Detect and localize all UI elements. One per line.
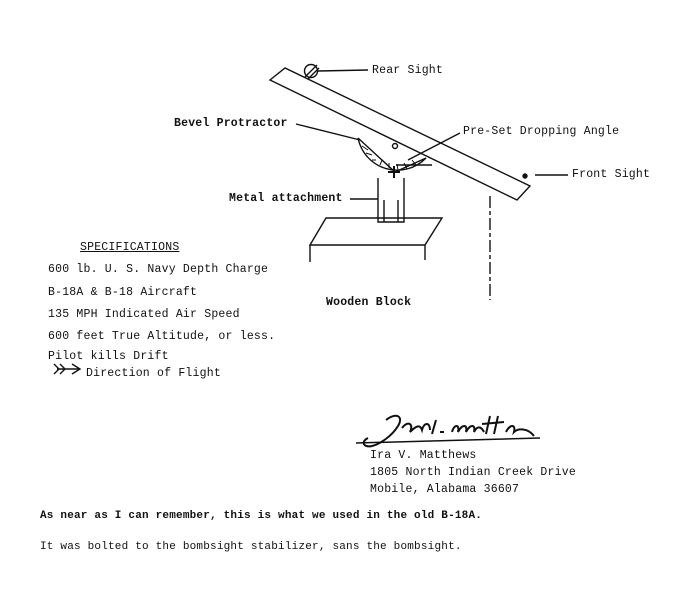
wooden-block [310, 218, 442, 245]
front-sight-icon [523, 174, 527, 178]
note-line: As near as I can remember, this is what we used in the old B-18A. [40, 510, 483, 522]
spec-line: 600 lb. U. S. Navy Depth Charge [48, 263, 269, 276]
spec-line-direction: Direction of Flight [86, 367, 221, 380]
spec-line: Pilot kills Drift [48, 350, 169, 363]
spec-line: 135 MPH Indicated Air Speed [48, 308, 240, 321]
note-line: It was bolted to the bombsight stabilizer, sans the bombsight. [40, 541, 462, 553]
author-name: Ira V. Matthews [370, 449, 477, 462]
specifications-heading: SPECIFICATIONS [80, 241, 180, 254]
signature [356, 416, 540, 447]
author-street: 1805 North Indian Creek Drive [370, 466, 576, 479]
author-city: Mobile, Alabama 36607 [370, 483, 520, 496]
metal-attachment [378, 178, 404, 222]
wooden-block-label: Wooden Block [326, 296, 412, 309]
bevel-protractor-label: Bevel Protractor [174, 117, 288, 130]
rear-sight-label: Rear Sight [372, 64, 444, 77]
spec-line: 600 feet True Altitude, or less. [48, 330, 276, 343]
spec-line: B-18A & B-18 Aircraft [48, 286, 198, 299]
preset-angle-label: Pre-Set Dropping Angle [463, 125, 620, 138]
metal-attachment-label: Metal attachment [229, 192, 343, 205]
front-sight-label: Front Sight [572, 168, 651, 181]
